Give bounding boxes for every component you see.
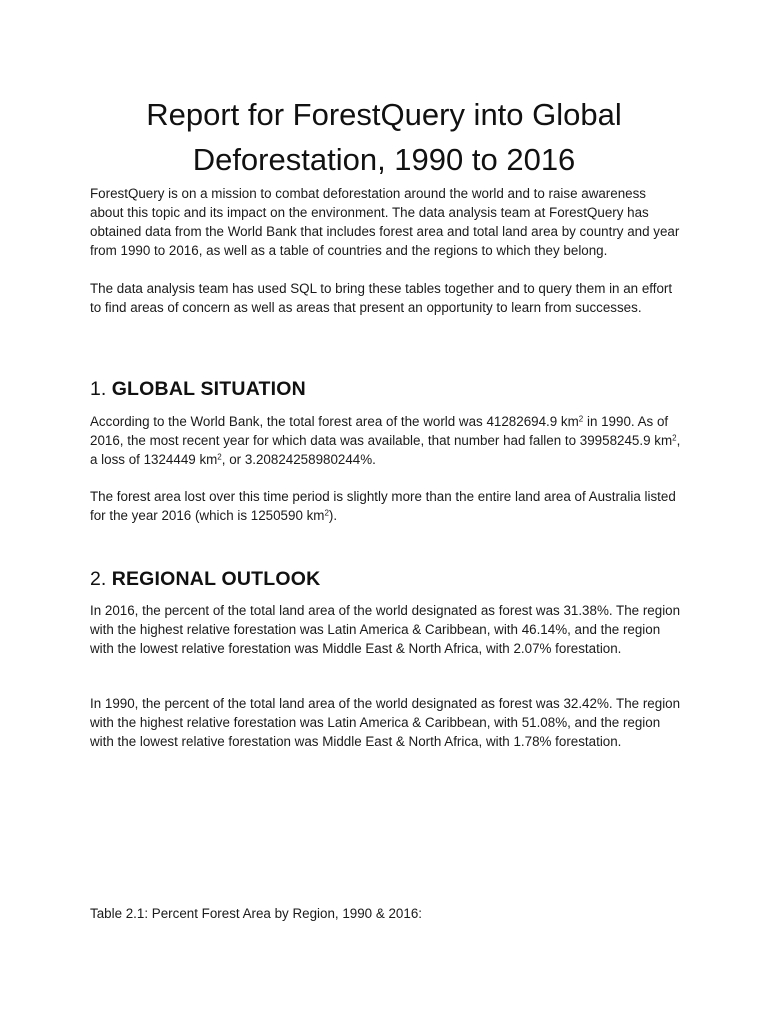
superscript: 2 [672, 433, 677, 443]
intro-paragraph-2: The data analysis team has used SQL to bring these tables together and to query them in an effort to find areas of concern as well as areas that present an opportunity to learn from successes. [90, 281, 673, 315]
section-title: REGIONAL OUTLOOK [111, 568, 321, 590]
regional-outlook-paragraph-1: In 2016, the percent of the total land area of the world designated as forest was 31.38%. The region with the highest relative forestation was Latin America & Caribbean, with 46.14%, and the region with the lowest relative forestation was Middle East & North Africa, with 2.07% forestation. [90, 603, 681, 656]
text-segment: According to the World Bank, the total forest area of the world was 41282694.9 km [90, 414, 579, 429]
table-caption: Table 2.1: Percent Forest Area by Region, 1990 & 2016: [90, 906, 422, 921]
text-segment: ). [328, 508, 338, 523]
page-title [60, 92, 708, 182]
superscript: 2 [217, 452, 222, 462]
section-number: 1. [90, 378, 112, 400]
superscript: 2 [324, 508, 329, 518]
title-line-2: Deforestation, 1990 to 2016 [192, 142, 576, 177]
text-segment: , or 3.20824258980244%. [221, 452, 376, 467]
text-segment: , a loss of 1324449 km [90, 433, 681, 467]
section-number: 2. [90, 568, 112, 590]
superscript: 2 [578, 414, 584, 424]
section-heading-global-situation [90, 377, 306, 401]
global-situation-paragraph-1 [90, 412, 682, 469]
section-title: GLOBAL SITUATION [111, 378, 306, 400]
text-segment: The forest area lost over this time period is slightly more than the entire land area of Australia listed for the year 2016 (which is 1250590 km [90, 489, 676, 523]
section-heading-regional-outlook [90, 567, 320, 591]
text-segment: in 1990. As of 2016, the most recent year for which data was available, that number had fallen to 39958245.9 km [90, 414, 673, 448]
regional-outlook-paragraph-2: In 1990, the percent of the total land area of the world designated as forest was 32.42%. The region with the highest relative forestation was Latin America & Caribbean, with 51.08%, and the region with the lowest relative forestation was Middle East & North Africa, with 1.78% forestation. [90, 696, 681, 749]
title-line-1: Report for ForestQuery into Global [146, 97, 622, 132]
intro-paragraph-1: ForestQuery is on a mission to combat deforestation around the world and to raise awareness about this topic and its impact on the environment. The data analysis team at ForestQuery has obtained data from the World Bank that includes forest area and total land area by country and year from 1990 to 2016, as well as a table of countries and the regions to which they belong. [90, 186, 680, 258]
global-situation-paragraph-2 [90, 487, 682, 525]
